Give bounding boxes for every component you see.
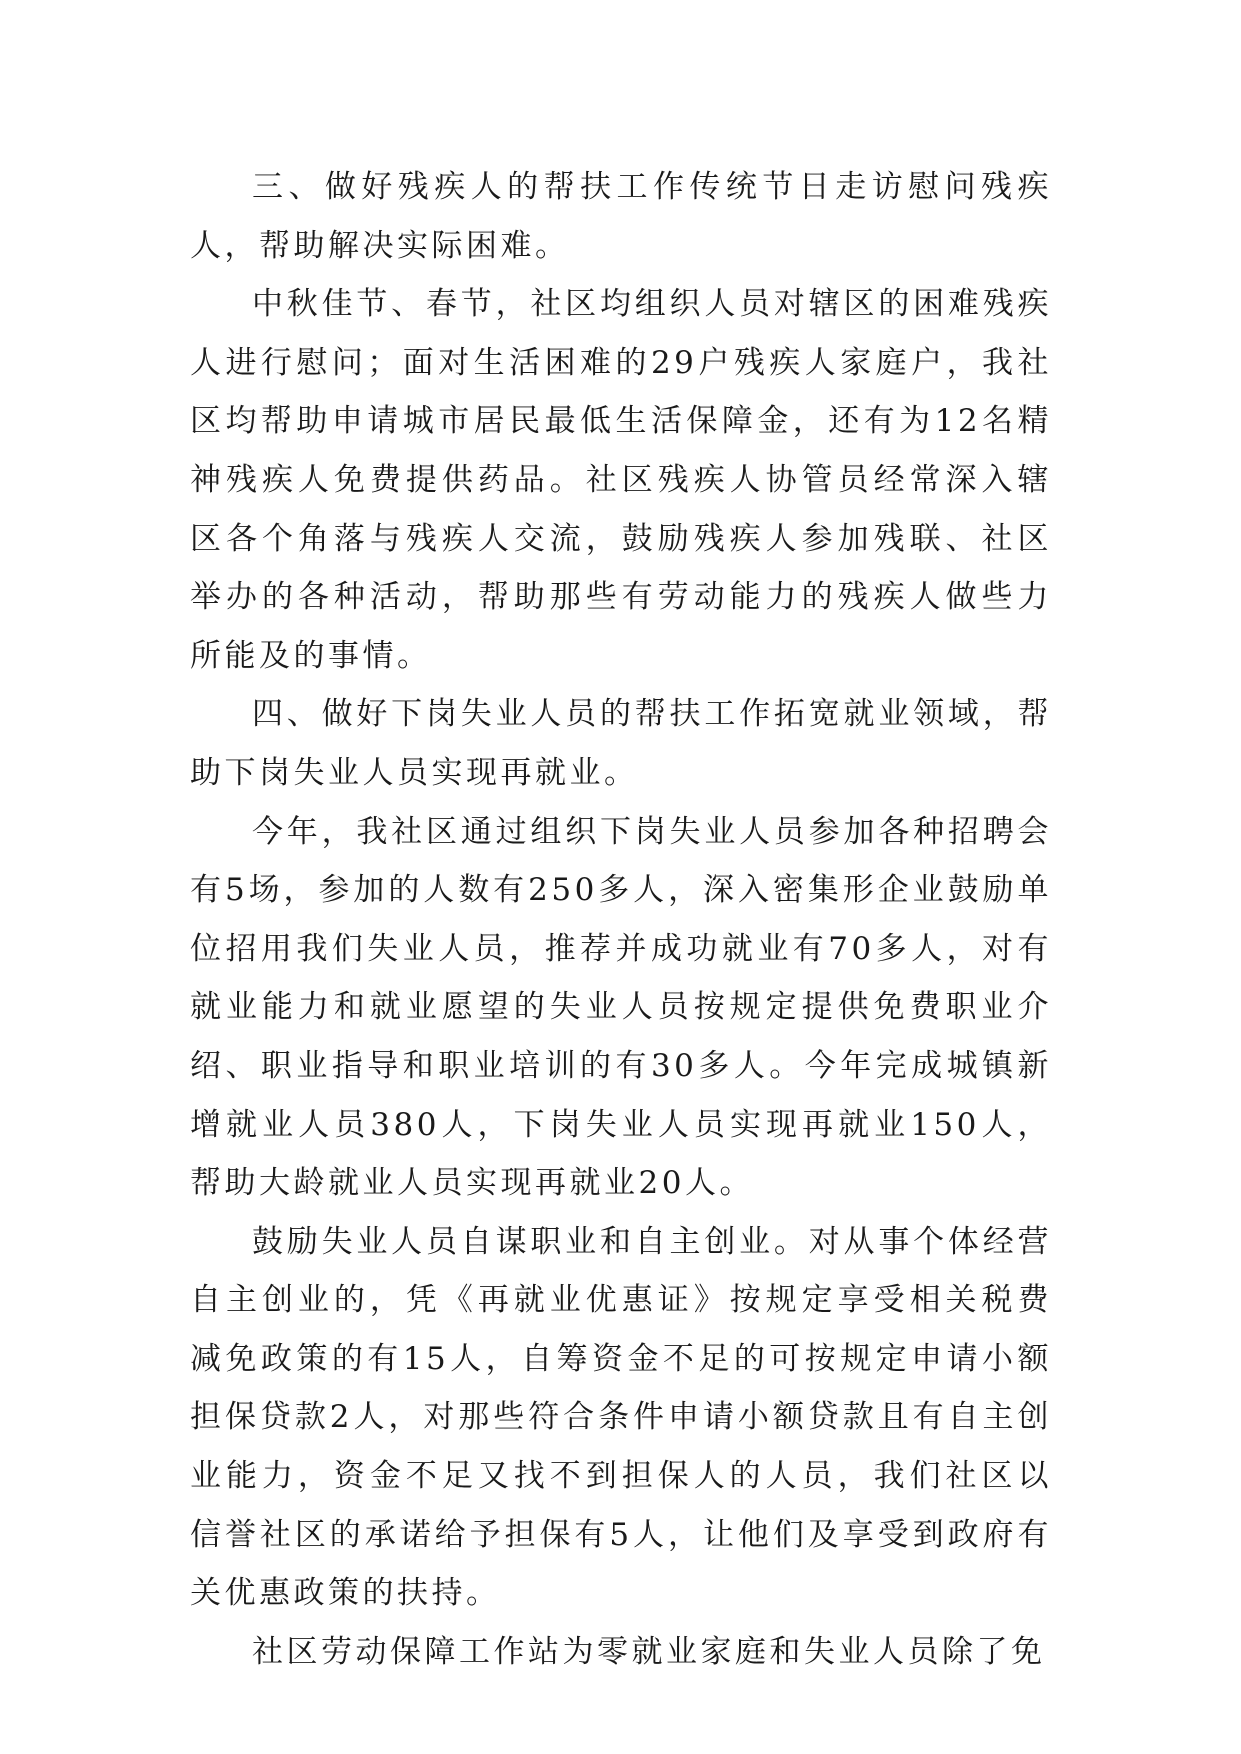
document-body bbox=[190, 158, 1052, 1681]
paragraph-labor-station: 社区劳动保障工作站为零就业家庭和失业人员除了免 bbox=[252, 1633, 1046, 1670]
paragraph-job-fairs: 今年，我社区通过组织下岗失业人员参加各种招聘会有5场，参加的人数有250多人，深入密集形企业鼓励单位招用我们失业人员，推荐并成功就业有70多人，对有就业能力和就业愿望的失业人员按规定提供免费职业介绍、职业指导和职业培训的有30多人。今年完成城镇新增就业人员380人，下岗失业人员实现再就业150人，帮助大龄就业人员实现再就业20人。 bbox=[190, 813, 1052, 1202]
paragraph-unemployed-support-heading: 四、做好下岗失业人员的帮扶工作拓宽就业领域，帮助下岗失业人员实现再就业。 bbox=[190, 696, 1052, 791]
paragraph-disabled-support-heading: 三、做好残疾人的帮扶工作传统节日走访慰问残疾人，帮助解决实际困难。 bbox=[190, 169, 1052, 264]
paragraph-self-employment: 鼓励失业人员自谋职业和自主创业。对从事个体经营自主创业的，凭《再就业优惠证》按规定享受相关税费减免政策的有15人，自筹资金不足的可按规定申请小额担保贷款2人，对那些符合条件申请小额贷款且有自主创业能力，资金不足又找不到担保人的人员，我们社区以信誉社区的承诺给予担保有5人，让他们及享受到政府有关优惠政策的扶持。 bbox=[190, 1223, 1052, 1612]
paragraph-disabled-support-detail: 中秋佳节、春节，社区均组织人员对辖区的困难残疾人进行慰问；面对生活困难的29户残疾人家庭户，我社区均帮助申请城市居民最低生活保障金，还有为12名精神残疾人免费提供药品。社区残疾人协管员经常深入辖区各个角落与残疾人交流，鼓励残疾人参加残联、社区举办的各种活动，帮助那些有劳动能力的残疾人做些力所能及的事情。 bbox=[190, 286, 1052, 674]
